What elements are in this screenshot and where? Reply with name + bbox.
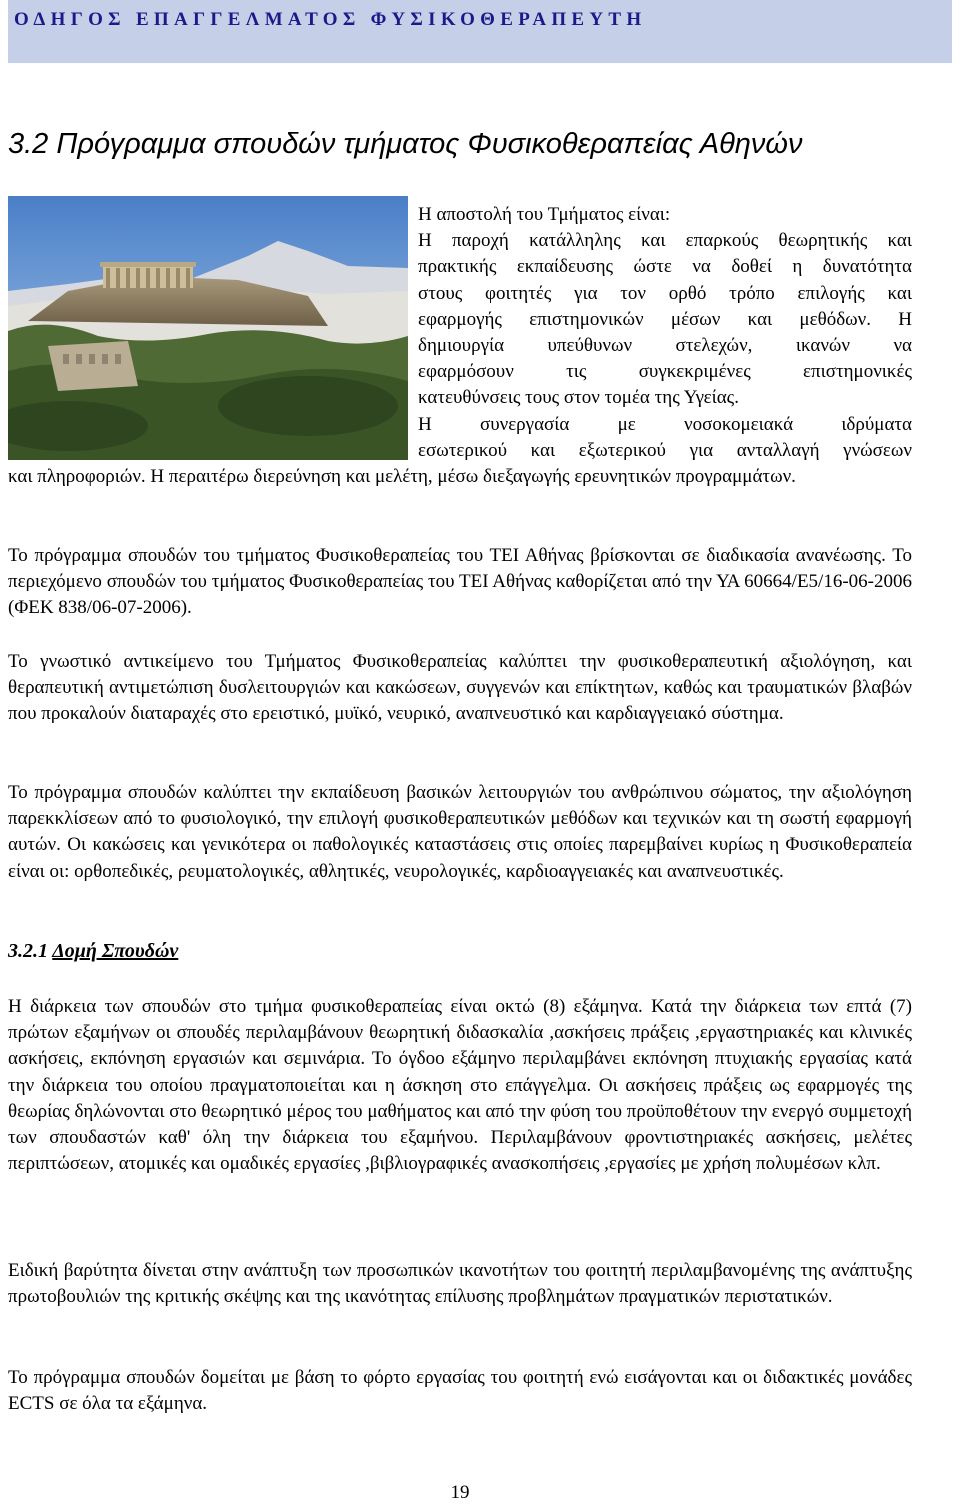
- paragraph-subject-area: Το γνωστικό αντικείμενο του Τμήματος Φυσικοθεραπείας καλύπτει την φυσικοθεραπευτική αξιολόγηση, και θεραπευτική αντιμετώπιση δυσλειτουργιών και κακώσεων, συγγενών και επίκτητων, καθώς και τραυματικών βλαβών που προκαλούν διαταραχές στο ερειστικό, μυϊκό, νευρικό, αναπνευστικό και καρδιαγγειακό σύστημα.: [8, 651, 912, 725]
- paragraph-program-coverage: Το πρόγραμμα σπουδών καλύπτει την εκπαίδευση βασικών λειτουργιών του ανθρώπινου σώματος, την αξιολόγηση παρεκκλίσεων από το φυσιολογικό, την επιλογή φυσικοθεραπευτικών μεθόδων και τεχνικών και τη σωστή εφαρμογή αυτών. Οι κακώσεις και γενικότερα οι παθολογικές καταστάσεις στις οποίες παρεμβαίνει κυρίως η Φυσικοθεραπεία είναι οι: ορθοπεδικές, ρευματολογικές, αθλητικές, νευρολογικές, καρδιοαγγειακές και αναπνευστικές.: [8, 782, 912, 882]
- paragraph-personal-skills: Ειδική βαρύτητα δίνεται στην ανάπτυξη των προσωπικών ικανοτήτων του φοιτητή περιλαμβανομένης της ανάπτυξης πρωτοβουλιών της κριτικής σκέψης και της ικανότητας επίλυσης προβλημάτων πραγματικών περιστατικών.: [8, 1260, 912, 1308]
- mission-line: πρακτικής εκπαίδευσης ώστε να δοθεί η δυνατότητα: [418, 256, 912, 278]
- running-header-title: ΟΔΗΓΟΣ ΕΠΑΓΓΕΛΜΑΤΟΣ ΦΥΣΙΚΟΘΕΡΑΠΕΥΤΗ: [14, 9, 647, 30]
- subsection-number: 3.2.1: [8, 940, 48, 962]
- mission-line: Η συνεργασία με νοσοκομειακά ιδρύματα: [418, 413, 912, 435]
- mission-statement: [418, 202, 912, 464]
- mission-line: στους φοιτητές για τον ορθό τρόπο επιλογής και: [418, 282, 912, 304]
- running-header: [8, 0, 952, 63]
- mission-line: δημιουργία υπεύθυνων στελεχών, ικανών να: [418, 335, 912, 357]
- mission-line: Η παροχή κατάλληλης και επαρκούς θεωρητικής και: [418, 230, 912, 252]
- acropolis-photo: [8, 196, 408, 460]
- paragraph-workload-ects: Το πρόγραμμα σπουδών δομείται με βάση το φόρτο εργασίας του φοιτητή ενώ εισάγονται και οι διδακτικές μονάδες ECTS σε όλα τα εξάμηνα.: [8, 1367, 912, 1415]
- section-title: 3.2 Πρόγραμμα σπουδών τμήματος Φυσικοθεραπείας Αθηνών: [8, 128, 803, 160]
- mission-line: εφαρμογής επιστημονικών μέσων και μεθόδων. Η: [418, 308, 912, 330]
- mission-line: εσωτερικού και εξωτερικού για ανταλλαγή γνώσεων: [418, 439, 912, 461]
- page-number: 19: [450, 1482, 470, 1503]
- paragraph-study-duration: Η διάρκεια των σπουδών στο τμήμα φυσικοθεραπείας είναι οκτώ (8) εξάμηνα. Κατά την διάρκεια των επτά (7) πρώτων εξαμήνων οι σπουδές περιλαμβάνουν θεωρητική διδασκαλία ,ασκήσεις πράξεις ,εργαστηριακές και κλινικές ασκήσεις, εκπόνηση εργασιών και σεμινάρια. Το όγδοο εξάμηνο περιλαμβάνει εκπόνηση πτυχιακής εργασίας κατά την διάρκεια του οποίου πραγματοποιείται και η άσκηση στο επάγγελμα. Οι ασκήσεις πράξεις ως εφαρμογές της θεωρίας δηλώνονται στο θεωρητικό μέρος του μαθήματος και από την φύση του προϋποθέτουν την ενεργό συμμετοχή των σπουδαστών καθ' όλη την διάρκεια του εξαμήνου. Περιλαμβάνουν φροντιστηριακές ασκήσεις, μελέτες περιπτώσεων, ατομικές και ομαδικές εργασίες ,βιβλιογραφικές ανασκοπήσεις ,εργασίες με χρήση πολυμέσων κλπ.: [8, 996, 912, 1175]
- mission-line: εφαρμόσουν τις συγκεκριμένες επιστημονικές: [418, 361, 912, 383]
- mission-continuation: και πληροφοριών. Η περαιτέρω διερεύνηση και μελέτη, μέσω διεξαγωγής ερευνητικών προγραμμάτων.: [8, 466, 796, 487]
- subsection-title: Δομή Σπουδών: [52, 940, 179, 962]
- subsection-heading: [8, 940, 178, 963]
- paragraph-program-renewal: Το πρόγραμμα σπουδών του τμήματος Φυσικοθεραπείας του ΤΕΙ Αθήνας βρίσκονται σε διαδικασία ανανέωσης. Το περιεχόμενο σπουδών του τμήματος Φυσικοθεραπείας του ΤΕΙ Αθήνας καθορίζεται από την ΥΑ 60664/Ε5/16-06-2006 (ΦΕΚ 838/06-07-2006).: [8, 545, 912, 619]
- mission-line: Η αποστολή του Τμήματος είναι:: [418, 204, 671, 225]
- mission-line: κατευθύνσεις τους στον τομέα της Υγείας.: [418, 387, 739, 409]
